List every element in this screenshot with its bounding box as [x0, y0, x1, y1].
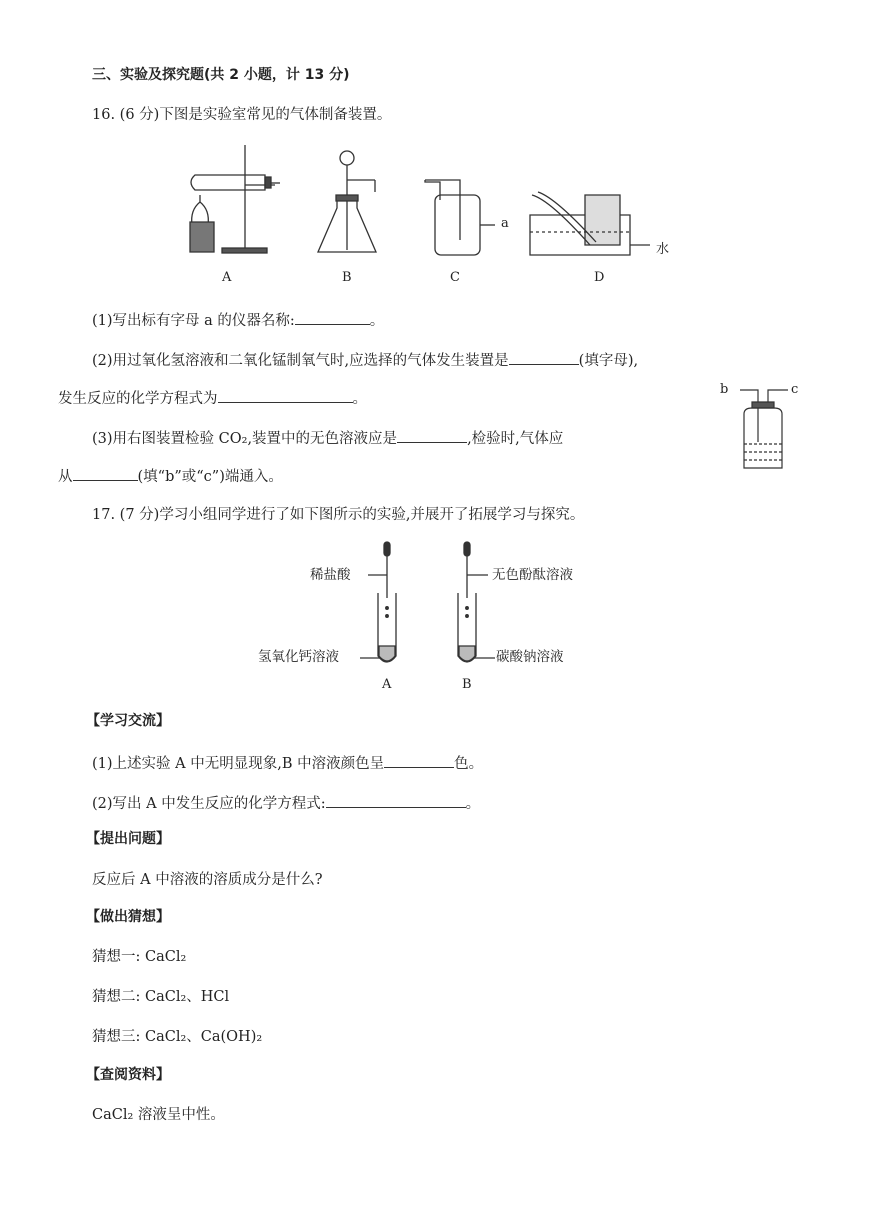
reference-text: CaCl₂ 溶液呈中性。 [92, 1107, 225, 1123]
q17-exchange-1: (1)上述实验 A 中无明显现象,B 中溶液颜色呈 色。 [92, 753, 483, 773]
hypothesis-2: 猜想二: CaCl₂、HCl [92, 989, 230, 1005]
answer-blank[interactable] [218, 388, 353, 403]
q16-part3-cont: 从 (填“b”或“c”)端通入。 [58, 466, 283, 486]
answer-blank[interactable] [326, 793, 466, 808]
apparatus-a [190, 145, 280, 253]
heading-raise-question: 【提出问题】 [86, 831, 170, 847]
heading-reference: 【查阅资料】 [86, 1067, 170, 1083]
q17-stem: 17. (7 分)学习小组同学进行了如下图所示的实验,并展开了拓展学习与探究。 [92, 507, 585, 523]
label-calcium-hydroxide: 氢氧化钙溶液 [258, 649, 339, 665]
apparatus-label-c: C [450, 270, 460, 285]
label-c-port: c [791, 382, 799, 397]
apparatus-label-b: B [342, 270, 352, 285]
q16-part2-cont: 发生反应的化学方程式为 。 [58, 388, 367, 408]
hypothesis-1: 猜想一: CaCl₂ [92, 949, 187, 965]
q16-part3: (3)用右图装置检验 CO₂,装置中的无色溶液应是 ,检验时,气体应 [92, 428, 563, 448]
label-phenolphthalein: 无色酚酞溶液 [492, 567, 573, 583]
answer-blank[interactable] [295, 310, 370, 325]
q17-exchange-2: (2)写出 A 中发生反应的化学方程式: 。 [92, 793, 480, 813]
q16-part2: (2)用过氧化氢溶液和二氧化锰制氧气时,应选择的气体发生装置是 (填字母), [92, 350, 638, 370]
answer-blank[interactable] [509, 350, 579, 365]
label-sodium-carbonate: 碳酸钠溶液 [496, 649, 564, 665]
heading-learning-exchange: 【学习交流】 [86, 713, 170, 729]
label-b-port: b [720, 382, 729, 397]
question-text: 反应后 A 中溶液的溶质成分是什么? [92, 872, 323, 888]
wash-bottle-figure [730, 382, 800, 472]
answer-blank[interactable] [73, 466, 138, 481]
apparatus-label-d: D [594, 270, 605, 285]
tube-label-a: A [382, 677, 392, 692]
answer-blank[interactable] [397, 428, 467, 443]
label-dilute-hcl: 稀盐酸 [310, 567, 351, 583]
label-water: 水 [656, 242, 670, 257]
apparatus-label-a: A [222, 270, 232, 285]
test-tube-figure [360, 538, 500, 678]
answer-blank[interactable] [384, 753, 454, 768]
heading-hypotheses: 【做出猜想】 [86, 909, 170, 925]
tube-label-b: B [462, 677, 472, 692]
q16-part1: (1)写出标有字母 a 的仪器名称: 。 [92, 310, 384, 330]
apparatus-figure [170, 140, 690, 270]
section-heading: 三、实验及探究题(共 2 小题，计 13 分) [92, 67, 350, 83]
apparatus-c [425, 180, 495, 255]
q16-stem: 16. (6 分)下图是实验室常见的气体制备装置。 [92, 107, 392, 123]
hypothesis-3: 猜想三: CaCl₂、Ca(OH)₂ [92, 1029, 263, 1045]
apparatus-d [530, 192, 650, 255]
label-a-pointer: a [501, 216, 509, 231]
apparatus-b [318, 151, 376, 252]
